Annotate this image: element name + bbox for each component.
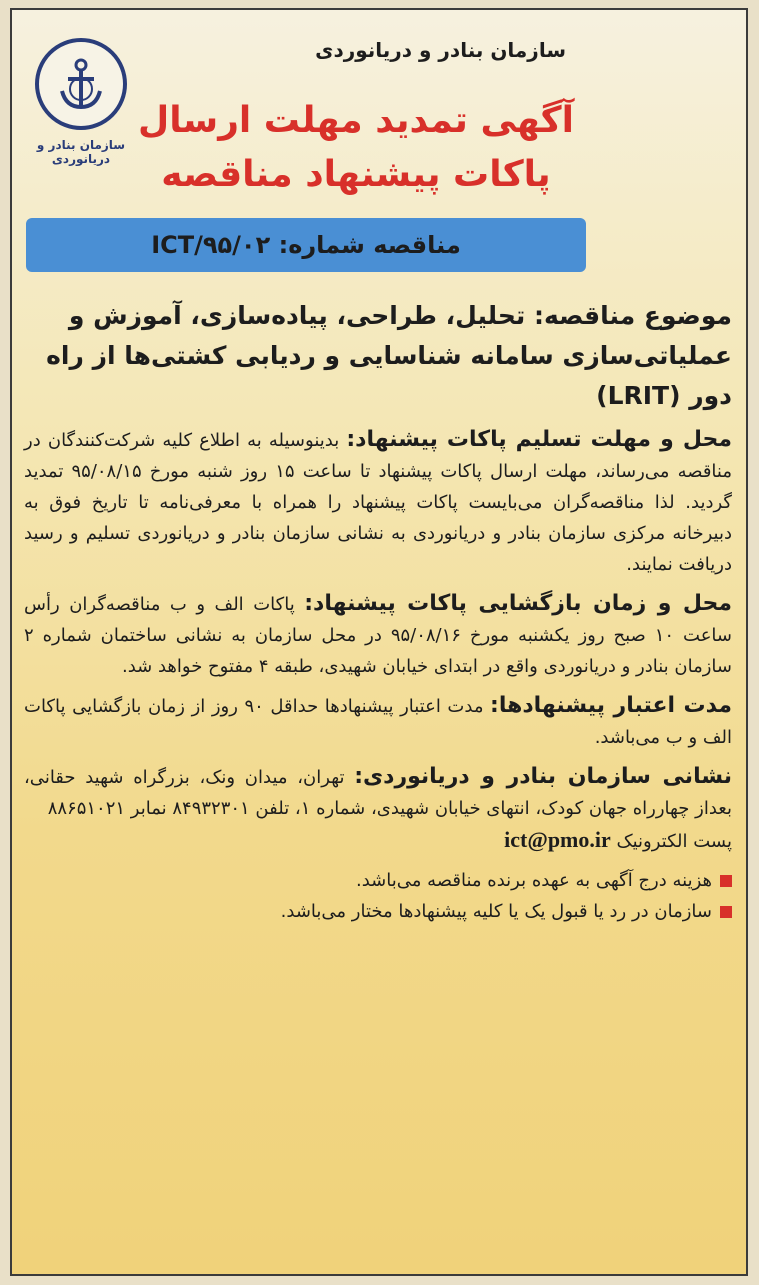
email-label: پست الکترونیک [616, 831, 732, 852]
delivery-body: بدینوسیله به اطلاع کلیه شرکت‌کنندگان در مناقصه می‌رساند، مهلت ارسال پاکات پیشنهاد تا ساعت ۱۵ روز شنبه مورخ ۹۵/۰۸/۱۵ تمدید گردید. لذا مناقصه‌گران می‌بایست پاکات پیشنهاد را همراه با معرفی‌نامه تا تاریخ فوق به دبیرخانه مرکزی سازمان بنادر و دریانوردی به نشانی سازمان بنادر و دریانوردی تسلیم و رسید دریافت نمایند. [24, 430, 732, 575]
note-text: هزینه درج آگهی به عهده برنده مناقصه می‌باشد. [356, 870, 712, 891]
tender-subject: موضوع مناقصه: تحلیل، طراحی، پیاده‌سازی، آموزش و عملیاتی‌سازی سامانه شناسایی و ردیابی کشتی‌ها از راه دور (LRIT) [46, 301, 732, 410]
opening-heading: محل و زمان بازگشایی پاکات پیشنهاد: [304, 591, 732, 616]
logo-caption: سازمان بنادر و دریانوردی [36, 138, 126, 166]
note-text: سازمان در رد یا قبول یک یا کلیه پیشنهادها مختار می‌باشد. [280, 901, 712, 922]
validity-body: مدت اعتبار پیشنهادها حداقل ۹۰ روز از زمان بازگشایی پاکات الف و ب می‌باشد. [24, 696, 732, 748]
delivery-section [24, 424, 732, 580]
address-section [24, 761, 732, 857]
validity-section [24, 690, 732, 753]
notice-body [24, 296, 732, 927]
note-item [24, 865, 732, 896]
title-line-2: پاکات پیشنهاد مناقصه [161, 154, 551, 195]
delivery-heading: محل و مهلت تسلیم پاکات پیشنهاد: [346, 427, 732, 452]
note-item [24, 896, 732, 927]
notice-header [12, 10, 746, 210]
address-body: تهران، میدان ونک، بزرگراه شهید حقانی، بعداز چهارراه جهان کودک، انتهای خیابان شهیدی، شماره ۱، تلفن ۸۴۹۳۲۳۰۱ نمابر ۸۸۶۵۱۰۲۱ [24, 767, 732, 819]
notice-title [96, 94, 616, 202]
tender-number-banner [26, 218, 586, 272]
bullet-icon [720, 875, 732, 887]
email-link[interactable]: ict@pmo.ir [504, 827, 611, 852]
tender-notice [10, 8, 748, 1276]
title-line-1: آگهی تمدید مهلت ارسال [138, 100, 574, 141]
organization-name: سازمان بنادر و دریانوردی [315, 38, 566, 62]
address-heading: نشانی سازمان بنادر و دریانوردی: [354, 764, 732, 789]
tender-number: مناقصه شماره: ICT/۹۵/۰۲ [151, 231, 461, 259]
opening-body: پاکات الف و ب مناقصه‌گران رأس ساعت ۱۰ صبح روز یکشنبه مورخ ۹۵/۰۸/۱۶ در محل سازمان به نشانی ساختمان شماره ۲ سازمان بنادر و دریانوردی واقع در ابتدای خیابان شهیدی، طبقه ۴ مفتوح خواهد شد. [24, 594, 732, 677]
opening-section [24, 588, 732, 682]
bullet-icon [720, 906, 732, 918]
validity-heading: مدت اعتبار پیشنهادها: [490, 693, 732, 718]
